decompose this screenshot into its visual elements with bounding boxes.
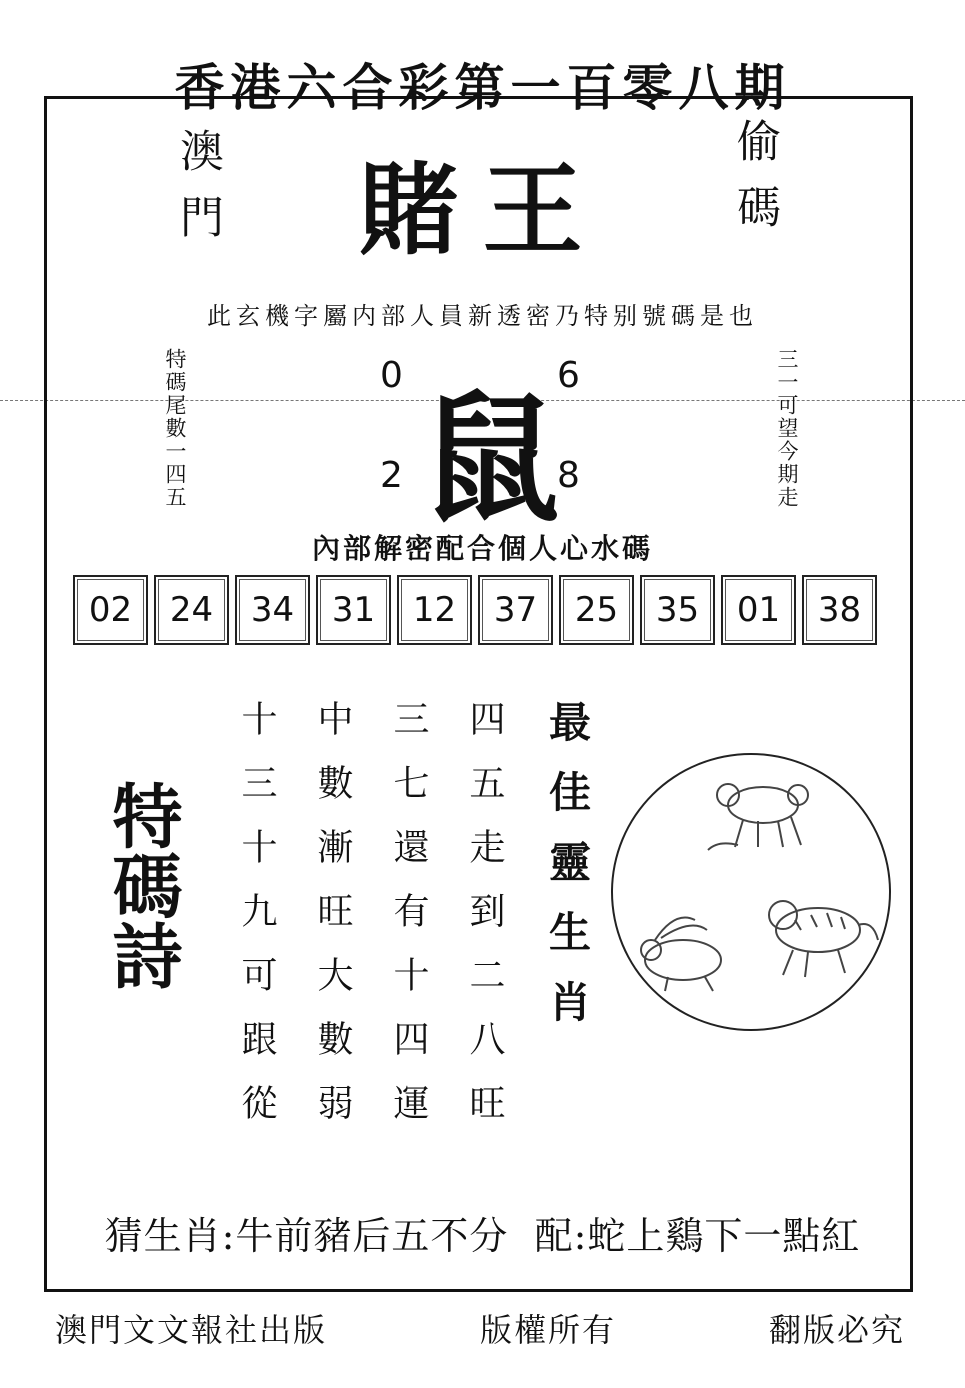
corner-digit-top-left: 0 [380, 355, 403, 396]
poem-column: 十三十九可跟從 [236, 700, 277, 1148]
number-box: 24 [154, 575, 229, 645]
number-box: 12 [397, 575, 472, 645]
number-box: 02 [73, 575, 148, 645]
animal-sketches-icon [613, 755, 889, 1029]
number-box: 34 [235, 575, 310, 645]
hint-line: 此玄機字屬内部人員新透密乃特别號碼是也 [207, 302, 758, 330]
zodiac-title: 最佳靈生肖 [543, 700, 592, 1050]
footer-publisher: 澳門文文報社出版 [55, 1311, 328, 1349]
number-row [73, 575, 877, 645]
poem-column: 中數漸旺大數弱 [312, 700, 353, 1148]
corner-digit-bottom-right: 8 [557, 455, 580, 496]
poem-column: 四五走到二八旺 [464, 700, 505, 1148]
number-box: 38 [802, 575, 877, 645]
main-title: 賭王 [358, 152, 607, 269]
left-small-vertical: 特碼尾數一四五 [163, 348, 187, 509]
left-vertical-label: 澳門 [172, 128, 223, 260]
number-box: 35 [640, 575, 715, 645]
corner-digit-top-right: 6 [557, 355, 580, 396]
poem-title: 特碼詩 [101, 780, 184, 990]
right-small-vertical: 三一可望今期走 [775, 348, 799, 509]
zodiac-character: 鼠 [420, 378, 561, 542]
number-box: 37 [478, 575, 553, 645]
number-box: 25 [559, 575, 634, 645]
poem-column: 三七還有十四運 [388, 700, 429, 1148]
number-box: 01 [721, 575, 796, 645]
right-vertical-label: 偷碼 [729, 118, 780, 250]
number-box: 31 [316, 575, 391, 645]
footer-warning: 翻版必究 [768, 1311, 905, 1349]
footer-rights: 版權所有 [479, 1311, 616, 1349]
corner-digit-bottom-left: 2 [380, 455, 403, 496]
footer [55, 1305, 905, 1351]
zodiac-illustration-circle [611, 753, 891, 1031]
issue-header: 香港六合彩第一百零八期 [174, 58, 791, 117]
subtitle: 內部解密配合個人心水碼 [311, 532, 653, 565]
bottom-riddle-line: 猜生肖:牛前豬后五不分 配:蛇上鷄下一點紅 [104, 1214, 861, 1258]
